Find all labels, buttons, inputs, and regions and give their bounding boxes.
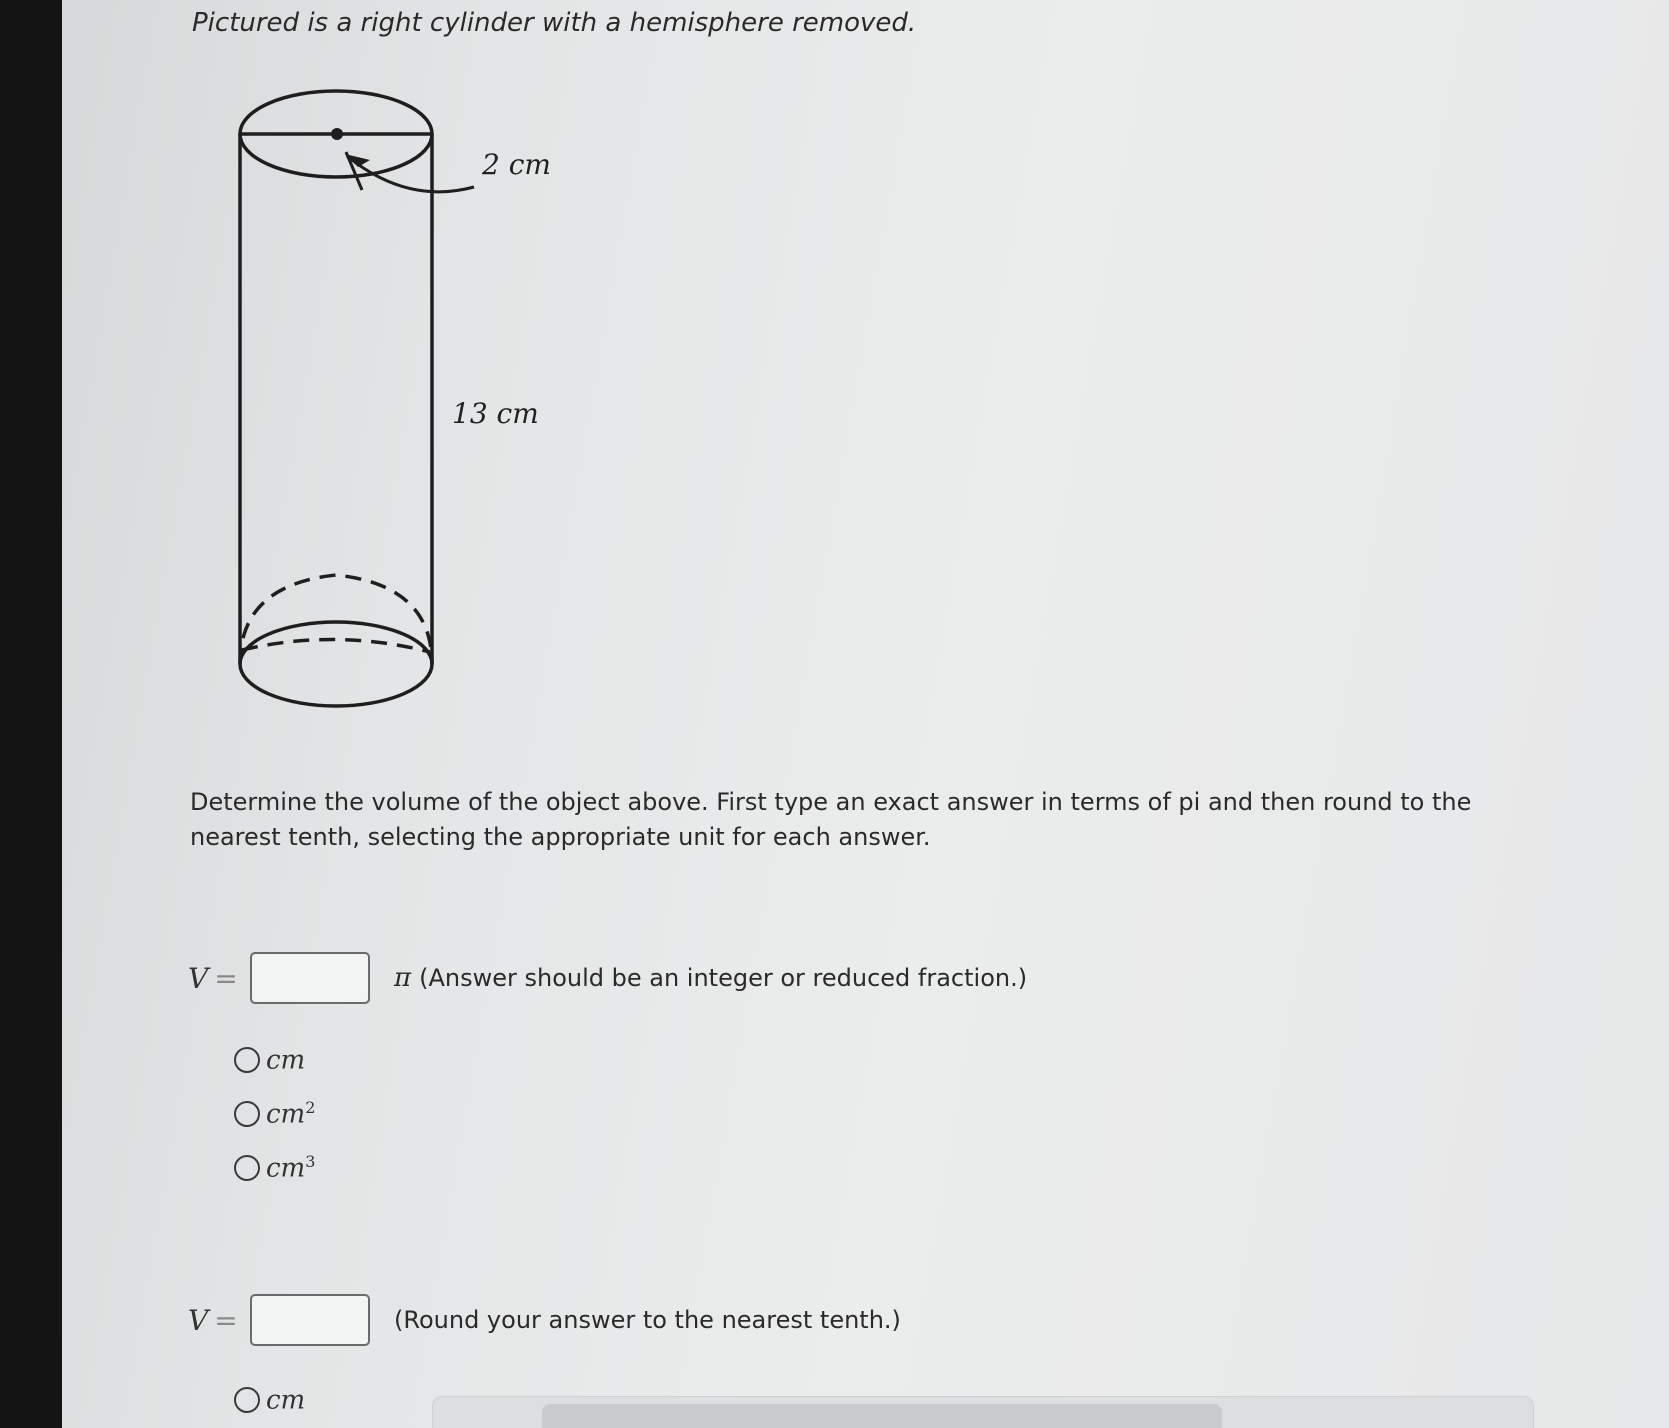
rounded-unit-option-cm[interactable] [234, 1384, 305, 1416]
unit-label: cm [266, 1385, 306, 1416]
radio-button[interactable] [234, 1047, 260, 1073]
exact-answer-hint: π (Answer should be an integer or reduced fraction.) [394, 963, 1028, 993]
unit-label: cm [266, 1045, 306, 1076]
unit-option-cm2[interactable] [234, 1098, 315, 1130]
problem-title: Pictured is a right cylinder with a hemisphere removed. [192, 8, 917, 38]
hemisphere-dashed-arc [240, 575, 432, 664]
pi-symbol: π [394, 963, 412, 993]
unit-option-cm3[interactable] [234, 1152, 315, 1184]
radio-button[interactable] [234, 1155, 260, 1181]
radio-button[interactable] [234, 1101, 260, 1127]
radio-button[interactable] [234, 1387, 260, 1413]
rounded-answer-hint: (Round your answer to the nearest tenth.) [394, 1306, 901, 1334]
unit-label: $cm^3$ [266, 1152, 316, 1184]
rounded-answer-input[interactable] [250, 1294, 370, 1346]
radius-label: 2 cm [482, 148, 551, 181]
exact-answer-input[interactable] [250, 952, 370, 1004]
exact-answer-row [188, 952, 1027, 1004]
height-label: 13 cm [452, 397, 539, 430]
hemisphere-dashed-rim [242, 639, 430, 652]
problem-page [62, 0, 1669, 1428]
cylinder-figure [62, 0, 1669, 760]
cylinder-bottom-ellipse [240, 622, 432, 706]
exact-v-label: V = [188, 961, 238, 995]
top-center-dot [331, 128, 343, 140]
unit-option-cm[interactable] [234, 1044, 305, 1076]
unit-label: $cm^2$ [266, 1098, 316, 1130]
bottom-action-button[interactable] [542, 1404, 1222, 1428]
rounded-answer-row [188, 1294, 901, 1346]
screen-bezel [0, 0, 62, 1428]
rounded-v-label: V = [188, 1303, 238, 1337]
question-text: Determine the volume of the object above. First type an exact answer in terms of pi and then round to the nearest tenth, selecting the appropriate unit for each answer. [190, 788, 1472, 851]
